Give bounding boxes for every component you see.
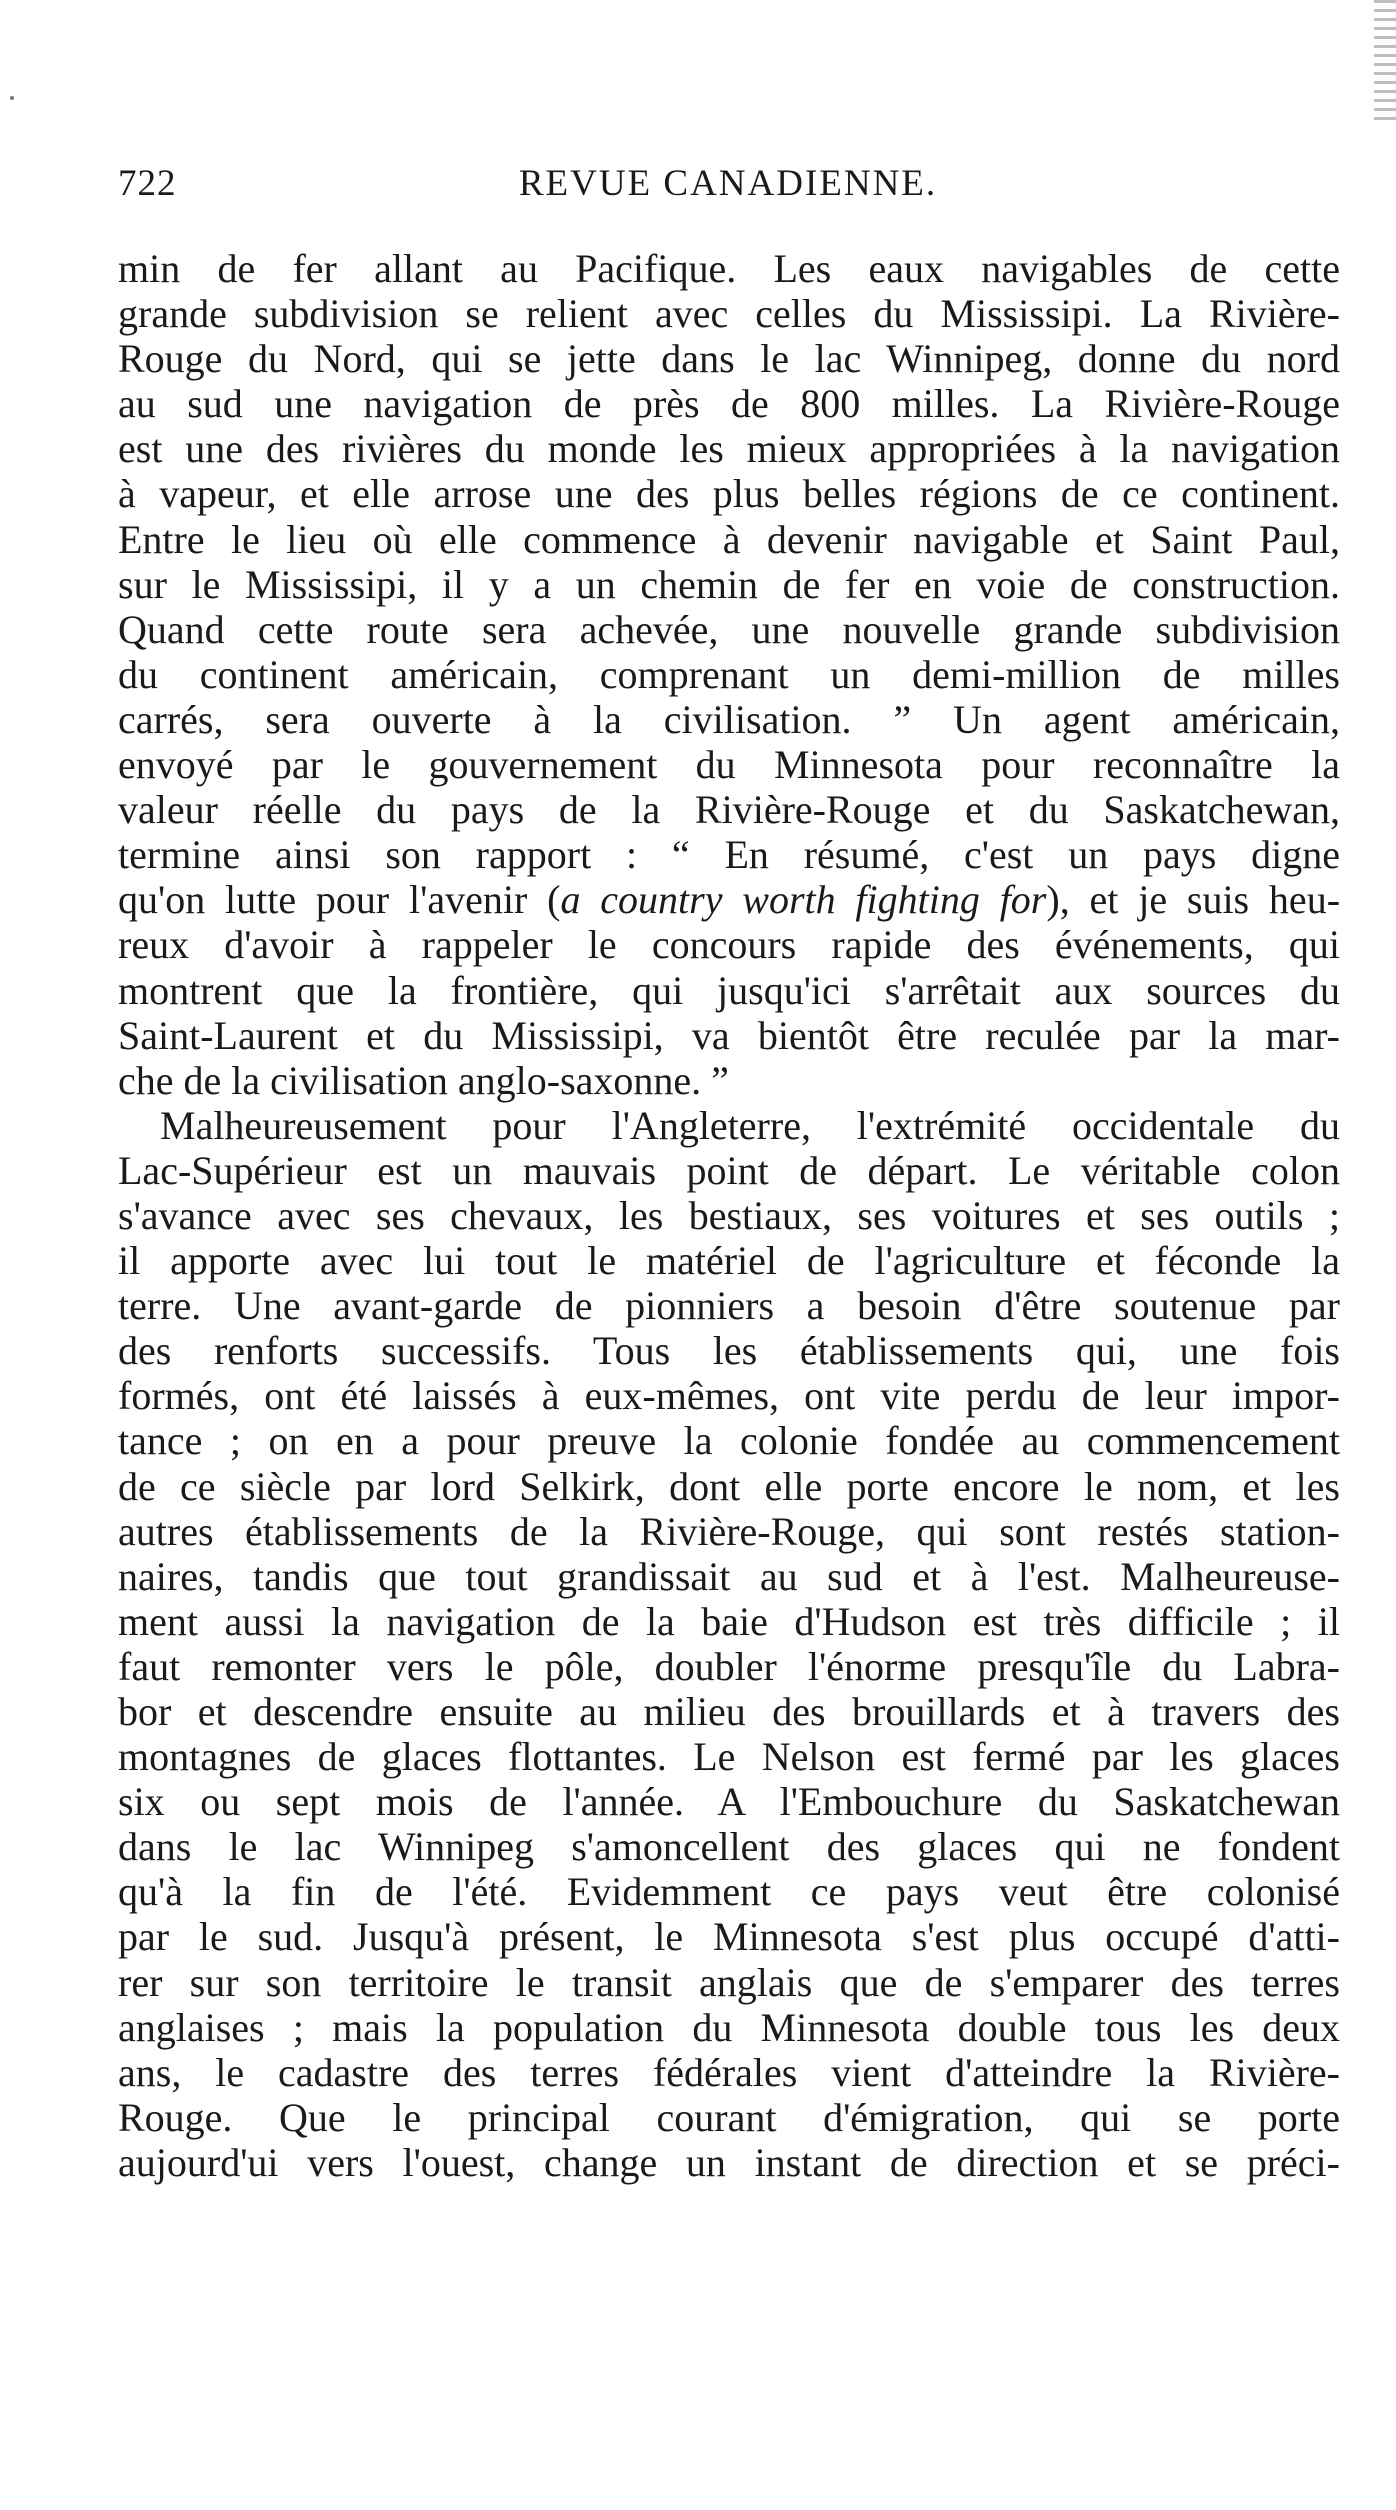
- text-line: Rouge du Nord, qui se jette dans le lac Winnipeg, donne du nord: [118, 336, 1340, 382]
- text-line: est une des rivières du monde les mieux appropriées à la navigation: [118, 426, 1340, 472]
- running-title: REVUE CANADIENNE.: [518, 163, 938, 204]
- paragraph: [118, 1103, 1340, 2185]
- text-line: sur le Mississipi, il y a un chemin de fer en voie de construction.: [118, 561, 1340, 607]
- text-line: reux d'avoir à rappeler le concours rapide des événements, qui: [118, 922, 1340, 968]
- text-line: il apporte avec lui tout le matériel de l'agriculture et féconde la: [118, 1238, 1340, 1284]
- text-line: des renforts successifs. Tous les établissements qui, une fois: [118, 1328, 1340, 1374]
- text-line: anglaises ; mais la population du Minnesota double tous les deux: [118, 2004, 1340, 2050]
- text-line: che de la civilisation anglo-saxonne. ”: [118, 1057, 729, 1103]
- text-line: Entre le lieu où elle commence à devenir navigable et Saint Paul,: [118, 516, 1340, 562]
- text-line: Lac-Supérieur est un mauvais point de départ. Le véritable colon: [118, 1147, 1340, 1193]
- text-line: terre. Une avant-garde de pionniers a besoin d'être soutenue par: [118, 1283, 1340, 1329]
- text-line: ans, le cadastre des terres fédérales vient d'atteindre la Rivière-: [118, 2049, 1340, 2095]
- page-header: [118, 162, 1338, 212]
- text-line: du continent américain, comprenant un demi-million de milles: [118, 651, 1340, 697]
- text-line: ment aussi la navigation de la baie d'Hudson est très difficile ; il: [118, 1598, 1340, 1644]
- body-text: [118, 246, 1340, 2185]
- text-line: valeur réelle du pays de la Rivière-Rouge et du Saskatchewan,: [118, 787, 1340, 833]
- text-line: dans le lac Winnipeg s'amoncellent des glaces qui ne fondent: [118, 1824, 1340, 1870]
- text-line: aujourd'ui vers l'ouest, change un instant de direction et se préci-: [118, 2139, 1340, 2185]
- text-line: termine ainsi son rapport : “ En résumé, c'est un pays digne: [118, 832, 1340, 878]
- text-line: rer sur son territoire le transit anglais que de s'emparer des terres: [118, 1959, 1340, 2005]
- text-line: Malheureusement pour l'Angleterre, l'extrémité occidentale du: [160, 1102, 1340, 1148]
- text-line: formés, ont été laissés à eux-mêmes, ont vite perdu de leur impor-: [118, 1373, 1340, 1419]
- italic-phrase: a country worth fighting for: [560, 877, 1047, 923]
- text-line: s'avance avec ses chevaux, les bestiaux, ses voitures et ses outils ;: [118, 1192, 1340, 1238]
- text-line: montagnes de glaces flottantes. Le Nelson est fermé par les glaces: [118, 1734, 1340, 1780]
- text-line: grande subdivision se relient avec celles du Mississipi. La Rivière-: [118, 291, 1340, 337]
- text-line: Saint-Laurent et du Mississipi, va bientôt être reculée par la mar-: [118, 1012, 1340, 1058]
- text-line: naires, tandis que tout grandissait au sud et à l'est. Malheureuse-: [118, 1553, 1340, 1599]
- text-line: tance ; on en a pour preuve la colonie fondée au commencement: [118, 1418, 1340, 1464]
- text-line: six ou sept mois de l'année. A l'Embouchure du Saskatchewan: [118, 1779, 1340, 1825]
- paragraph: [118, 246, 1340, 1103]
- text-line: qu'à la fin de l'été. Evidemment ce pays veut être colonisé: [118, 1869, 1340, 1915]
- text-line: au sud une navigation de près de 800 milles. La Rivière-Rouge: [118, 381, 1340, 427]
- text-line: envoyé par le gouvernement du Minnesota pour reconnaître la: [118, 742, 1340, 788]
- page-number: 722: [118, 163, 177, 204]
- text-line: Quand cette route sera achevée, une nouvelle grande subdivision: [118, 606, 1340, 652]
- text-line: par le sud. Jusqu'à présent, le Minnesota s'est plus occupé d'atti-: [118, 1914, 1340, 1960]
- text-line: à vapeur, et elle arrose une des plus belles régions de ce continent.: [118, 471, 1340, 517]
- text-line: montrent que la frontière, qui jusqu'ici s'arrêtait aux sources du: [118, 967, 1340, 1013]
- text-line: bor et descendre ensuite au milieu des brouillards et à travers des: [118, 1689, 1340, 1734]
- text-line: carrés, sera ouverte à la civilisation. ” Un agent américain,: [118, 696, 1340, 742]
- scan-speck: [10, 96, 14, 100]
- text-line: Rouge. Que le principal courant d'émigration, qui se porte: [118, 2094, 1340, 2140]
- text-line: faut remonter vers le pôle, doubler l'énorme presqu'île du Labra-: [118, 1643, 1340, 1689]
- text-line: de ce siècle par lord Selkirk, dont elle porte encore le nom, et les: [118, 1463, 1340, 1509]
- text-line: autres établissements de la Rivière-Rouge, qui sont restés station-: [118, 1508, 1340, 1554]
- text-line: qu'on lutte pour l'avenir (a country worth fighting for), et je suis heu-: [118, 877, 1340, 923]
- text-line: min de fer allant au Pacifique. Les eaux navigables de cette: [118, 246, 1340, 291]
- scan-edge-mark: [1374, 0, 1396, 120]
